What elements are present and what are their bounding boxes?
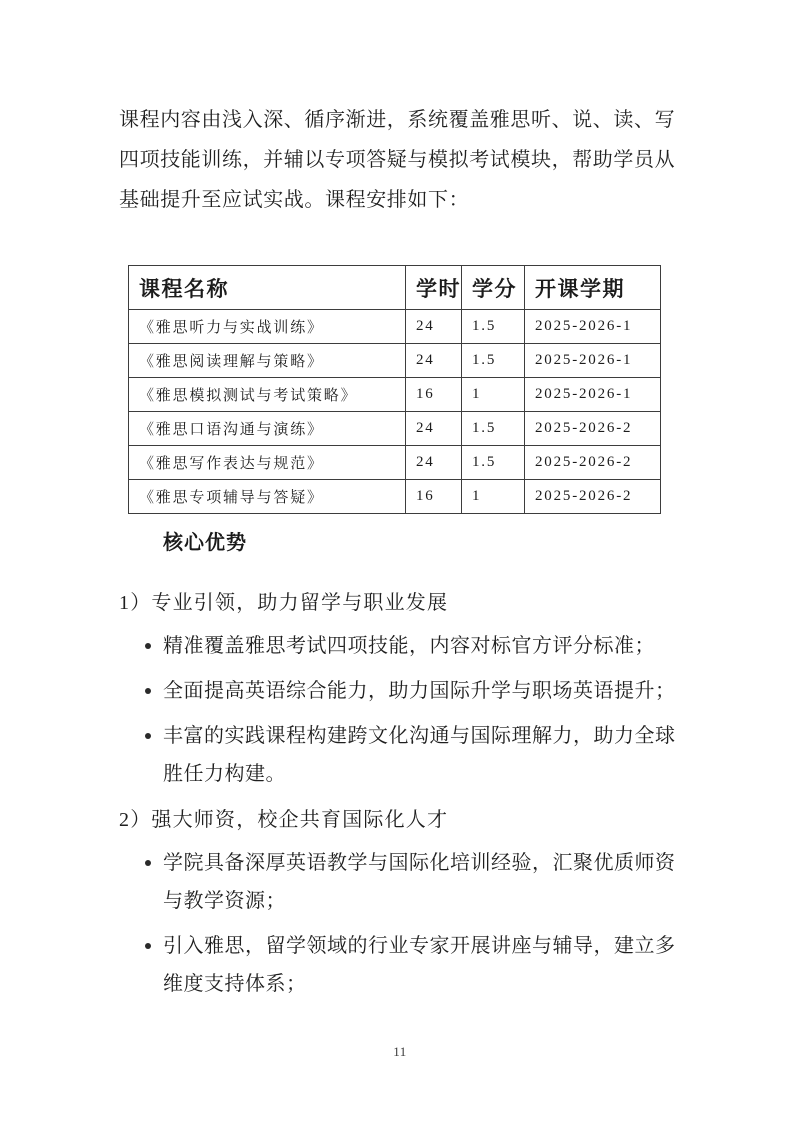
table-header-course-name: 课程名称 — [129, 266, 406, 310]
table-cell-term: 2025-2026-2 — [525, 412, 661, 446]
table-row — [129, 344, 661, 378]
table-cell-credits: 1.5 — [462, 344, 525, 378]
table-cell-hours: 24 — [406, 344, 462, 378]
bullet-text: 全面提高英语综合能力，助力国际升学与职场英语提升； — [163, 680, 676, 702]
table-cell-term: 2025-2026-2 — [525, 446, 661, 480]
page-number: 11 — [393, 1044, 407, 1059]
bullet-icon — [145, 643, 151, 649]
table-cell-term: 2025-2026-1 — [525, 344, 661, 378]
table-row — [129, 446, 661, 480]
table-header-row — [129, 266, 661, 310]
intro-line: 四项技能训练，并辅以专项答疑与模拟考试模块，帮助学员从 — [119, 149, 676, 171]
table-cell-credits: 1.5 — [462, 446, 525, 480]
table-header-term: 开课学期 — [525, 266, 661, 310]
bullet-icon — [145, 688, 151, 694]
advantage-item-2-bullet-list — [119, 844, 685, 1003]
bullet-text: 丰富的实践课程构建跨文化沟通与国际理解力，助力全球胜任力构建。 — [163, 725, 676, 785]
bullet-text: 精准覆盖雅思考试四项技能，内容对标官方评分标准； — [163, 635, 655, 657]
table-cell-credits: 1.5 — [462, 412, 525, 446]
table-cell-term: 2025-2026-2 — [525, 480, 661, 514]
table-row — [129, 480, 661, 514]
advantage-item-1-bullet-list — [119, 627, 685, 793]
bullet-item — [145, 627, 685, 665]
table-cell-course-name: 《雅思阅读理解与策略》 — [129, 344, 406, 378]
table-cell-term: 2025-2026-1 — [525, 310, 661, 344]
core-advantages-section — [119, 529, 685, 1010]
table-cell-course-name: 《雅思模拟测试与考试策略》 — [129, 378, 406, 412]
table-header-credits: 学分 — [462, 266, 525, 310]
intro-line: 基础提升至应试实战。课程安排如下： — [119, 189, 470, 211]
table-row — [129, 310, 661, 344]
advantage-item-1-label: 1）专业引领，助力留学与职业发展 — [119, 592, 449, 614]
table-row — [129, 412, 661, 446]
table-header-hours: 学时 — [406, 266, 462, 310]
bullet-item — [145, 844, 685, 920]
table-cell-credits: 1 — [462, 378, 525, 412]
table-cell-hours: 24 — [406, 412, 462, 446]
course-schedule-table — [128, 265, 661, 514]
table-cell-term: 2025-2026-1 — [525, 378, 661, 412]
intro-paragraph — [119, 100, 685, 220]
table-cell-credits: 1 — [462, 480, 525, 514]
table-cell-course-name: 《雅思专项辅导与答疑》 — [129, 480, 406, 514]
bullet-item — [145, 717, 685, 793]
table-cell-hours: 24 — [406, 310, 462, 344]
table-cell-hours: 24 — [406, 446, 462, 480]
intro-line: 课程内容由浅入深、循序渐进，系统覆盖雅思听、说、读、写 — [119, 109, 676, 131]
table-cell-hours: 16 — [406, 480, 462, 514]
bullet-icon — [145, 860, 151, 866]
table-cell-course-name: 《雅思写作表达与规范》 — [129, 446, 406, 480]
bullet-text: 引入雅思，留学领域的行业专家开展讲座与辅导，建立多维度支持体系； — [163, 935, 676, 995]
bullet-icon — [145, 733, 151, 739]
bullet-text: 学院具备深厚英语教学与国际化培训经验，汇聚优质师资与教学资源； — [163, 852, 676, 912]
bullet-icon — [145, 943, 151, 949]
table-cell-credits: 1.5 — [462, 310, 525, 344]
bullet-item — [145, 672, 685, 710]
core-advantages-title: 核心优势 — [163, 532, 247, 554]
advantage-item-2-label: 2）强大师资，校企共育国际化人才 — [119, 809, 449, 831]
table-row — [129, 378, 661, 412]
table-cell-hours: 16 — [406, 378, 462, 412]
bullet-item — [145, 927, 685, 1003]
table-cell-course-name: 《雅思口语沟通与演练》 — [129, 412, 406, 446]
table-cell-course-name: 《雅思听力与实战训练》 — [129, 310, 406, 344]
